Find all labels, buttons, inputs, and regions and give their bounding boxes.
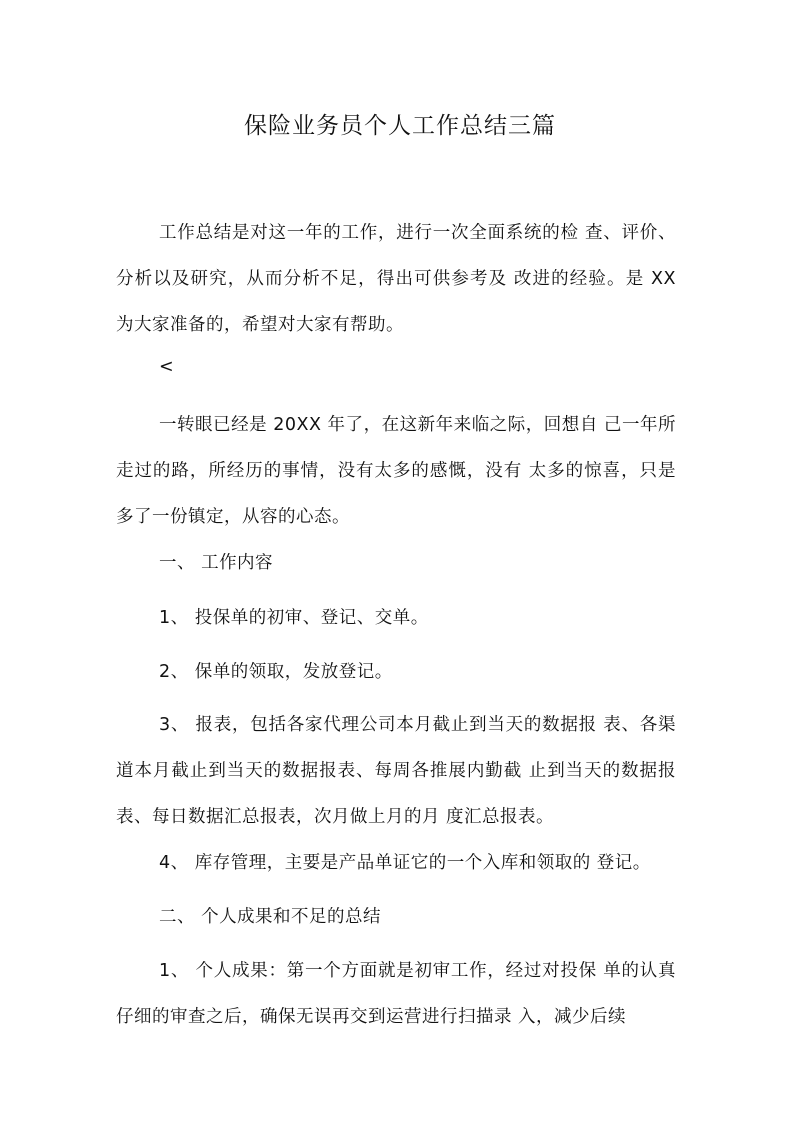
opening-paragraph: 一转眼已经是 20XX 年了，在这新年来临之际，回想自 己一年所走过的路，所经历的事情，没有太多的感慨，没有 太多的惊喜，只是多了一份镇定，从容的心态。 — [116, 415, 676, 527]
intro-paragraph: 工作总结是对这一年的工作，进行一次全面系统的检 查、评价、分析以及研究，从而分析不足，得出可供参考及 改进的经验。是 XX 为大家准备的，希望对大家有帮助。 — [116, 223, 676, 335]
list-item-3: 3、 报表，包括各家代理公司本月截止到当天的数据报 表、各渠道本月截止到当天的数据报表、每周各推展内勤截 止到当天的数据报表、每日数据汇总报表，次月做上月的月 度汇总报表。 — [116, 715, 676, 827]
list-item-2: 2、 保单的领取，发放登记。 — [159, 662, 393, 682]
section-heading-work-content: 一、 工作内容 — [159, 553, 274, 573]
link-marker: < — [159, 357, 175, 377]
results-paragraph: 1、 个人成果：第一个方面就是初审工作，经过对投保 单的认真仔细的审查之后，确保无误再交到运营进行扫描录 入，减少后续 — [116, 961, 676, 1027]
document-title: 保险业务员个人工作总结三篇 — [244, 113, 556, 139]
list-item-1: 1、 投保单的初审、登记、交单。 — [159, 608, 429, 628]
section-heading-results: 二、 个人成果和不足的总结 — [159, 907, 382, 927]
list-item-4: 4、 库存管理，主要是产品单证它的一个入库和领取的 登记。 — [159, 853, 651, 873]
